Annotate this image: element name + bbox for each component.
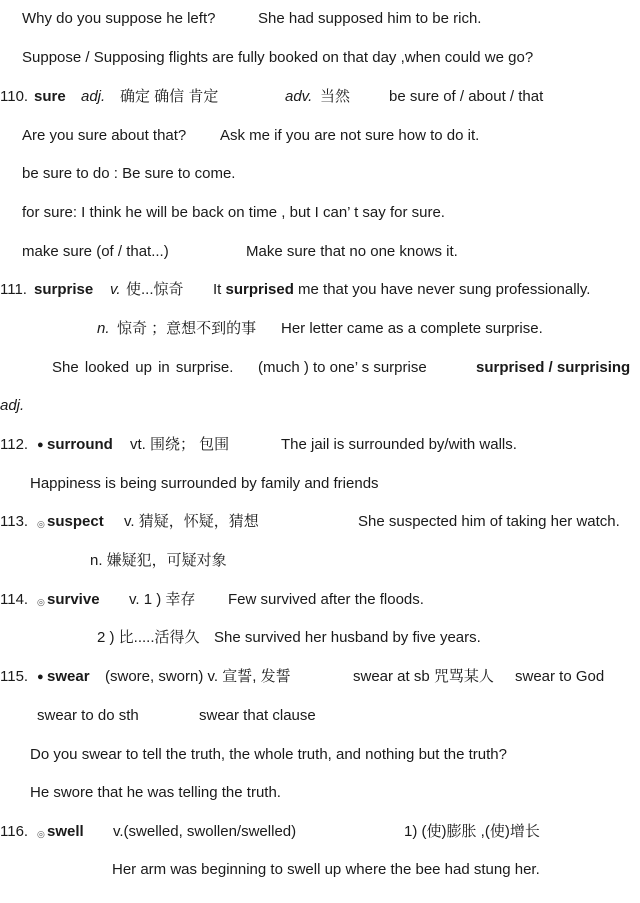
example-part: It	[213, 281, 226, 298]
bullet-icon: ●	[37, 439, 44, 451]
definition: vt. 围绕； 包围	[130, 436, 230, 453]
example-text: Her arm was beginning to swell up where the bee had stung her.	[112, 861, 540, 878]
definition: v.(swelled, swollen/swelled)	[113, 823, 297, 840]
definition-line	[0, 319, 640, 339]
example-text: be sure to do : Be sure to come.	[22, 165, 236, 182]
example-text: Are you sure about that?	[22, 127, 187, 144]
entry-number: 114.	[0, 591, 29, 608]
entry-number: 115.	[0, 668, 29, 685]
headword: surround	[47, 436, 113, 453]
headword: suspect	[47, 513, 104, 530]
entry-111	[0, 280, 640, 300]
example-line	[0, 358, 640, 378]
pos: n.	[97, 320, 110, 337]
headword: survive	[47, 591, 100, 608]
example-line	[0, 9, 640, 29]
example-text: Why do you suppose he left?	[22, 10, 216, 27]
definition-line	[0, 628, 640, 648]
example-text: The jail is surrounded by/with walls.	[281, 436, 517, 453]
definition: 确定 确信 肯定	[120, 88, 219, 105]
definition: 2 ) 比.....活得久	[97, 629, 200, 646]
definition: 惊奇 ；意想不到的事	[117, 320, 257, 337]
entry-113	[0, 512, 640, 532]
bullet-icon: ●	[37, 671, 44, 683]
entry-116	[0, 822, 640, 842]
example-text: Few survived after the floods.	[228, 591, 424, 608]
definition: n. 嫌疑犯，可疑对象	[90, 552, 227, 569]
entry-number: 111.	[0, 281, 27, 298]
example-line	[0, 783, 640, 803]
phrase: make sure (of / that...)	[22, 243, 169, 260]
circle-mark-icon: ◎	[37, 597, 45, 607]
entry-110	[0, 87, 640, 107]
definition: v. 1 ) 幸存	[129, 591, 196, 608]
circle-mark-icon: ◎	[37, 829, 45, 839]
definition: 1) (使)膨胀 ,(使)增长	[404, 823, 540, 840]
entry-number: 110.	[0, 88, 29, 105]
example-line	[0, 164, 640, 184]
entry-112	[0, 435, 640, 455]
definition: (swore, sworn) v. 宣誓, 发誓	[105, 668, 291, 685]
example-text: Happiness is being surrounded by family and friends	[30, 475, 379, 492]
example-text: Her letter came as a complete surprise.	[281, 320, 543, 337]
example-text: Suppose / Supposing flights are fully booked on that day ,when could we go?	[22, 49, 534, 66]
example-text	[213, 280, 590, 300]
example-line	[0, 242, 640, 262]
phrase: swear that clause	[199, 707, 316, 724]
circle-mark-icon: ◎	[37, 519, 45, 529]
phrase: swear to God	[515, 668, 605, 685]
example-text: She survived her husband by five years.	[214, 629, 481, 646]
example-text: She suspected him of taking her watch.	[358, 513, 620, 530]
definition: 使...惊奇	[126, 281, 184, 298]
example-bold: surprised	[225, 281, 294, 298]
entry-number: 112.	[0, 436, 29, 453]
example-line	[0, 203, 640, 223]
phrase: be sure of / about / that	[389, 88, 544, 105]
headword: swear	[47, 668, 90, 685]
example-text: He swore that he was telling the truth.	[30, 784, 281, 801]
example-line	[0, 745, 640, 765]
example-text: Ask me if you are not sure how to do it.	[220, 127, 480, 144]
entry-115	[0, 667, 640, 687]
pos: v.	[110, 281, 121, 298]
pos: adj.	[0, 397, 25, 414]
example-text: Do you swear to tell the truth, the whole truth, and nothing but the truth?	[30, 746, 507, 763]
example-text: for sure: I think he will be back on time , but I can’ t say for sure.	[22, 204, 445, 221]
headword: surprise	[34, 281, 94, 298]
definition: v. 猜疑，怀疑，猜想	[124, 513, 259, 530]
definition-line	[0, 551, 640, 571]
entry-114	[0, 590, 640, 610]
example-text: She had supposed him to be rich.	[258, 10, 482, 27]
example-line	[0, 860, 640, 880]
example-text: Make sure that no one knows it.	[246, 243, 458, 260]
headword: sure	[34, 88, 66, 105]
phrase: (much ) to one’ s surprise	[258, 359, 427, 376]
phrase-bold: surprised / surprising	[476, 359, 631, 376]
example-line	[0, 48, 640, 68]
example-line	[0, 474, 640, 494]
phrase-line	[0, 706, 640, 726]
example-text: She looked up in surprise.	[52, 359, 234, 376]
phrase: swear to do sth	[37, 707, 139, 724]
example-line	[0, 126, 640, 146]
pos: adv.	[285, 88, 313, 105]
entry-number: 116.	[0, 823, 29, 840]
definition: 当然	[320, 88, 351, 105]
pos: adj.	[81, 88, 106, 105]
headword: swell	[47, 823, 84, 840]
example-part: me that you have never sung professionally.	[293, 281, 591, 298]
pos-line	[0, 396, 640, 416]
phrase: swear at sb 咒骂某人	[353, 668, 494, 685]
entry-number: 113.	[0, 513, 29, 530]
